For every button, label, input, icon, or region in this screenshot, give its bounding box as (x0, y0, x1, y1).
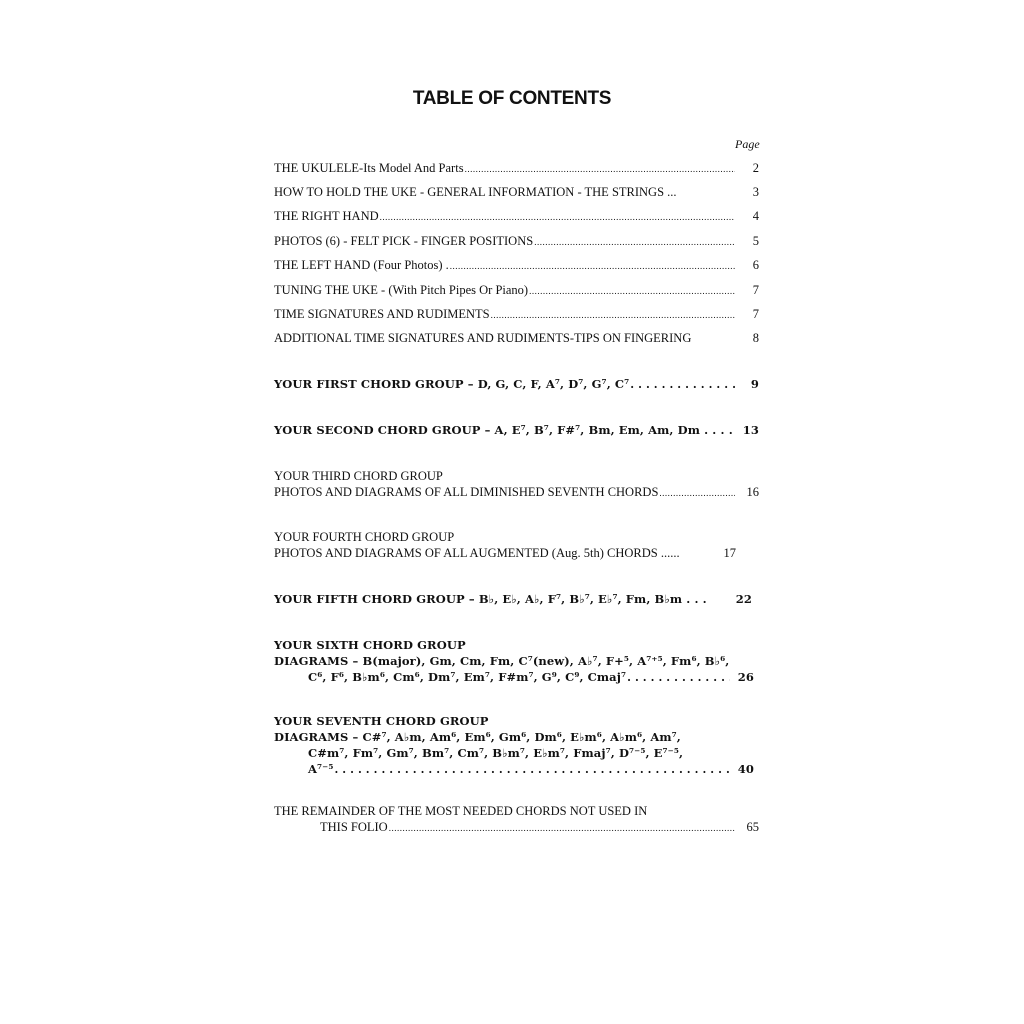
group-label: YOUR FIFTH CHORD GROUP – (274, 592, 479, 606)
toc-entry-page: 7 (752, 283, 759, 297)
dot-leader (659, 485, 735, 501)
toc-entry-title: ADDITIONAL TIME SIGNATURES AND RUDIMENTS-TIPS ON FINGERING (274, 331, 692, 345)
toc-entry-page: 9 (750, 377, 759, 391)
dot-leader (534, 234, 735, 250)
group-chords-line: A⁷⁻⁵ (308, 762, 334, 776)
toc-entry-page: 2 (752, 161, 759, 175)
dot-leader (491, 307, 735, 323)
toc-entry (274, 184, 759, 201)
page-column-header: Page (735, 137, 760, 151)
group-chords-line: DIAGRAMS – B(major), Gm, Cm, Fm, C⁷(new), A♭⁷, F+⁵, A⁷⁺⁵, Fm⁶, B♭⁶, (274, 654, 730, 668)
dot-leader (465, 161, 735, 177)
toc-chord-group-fourth (274, 529, 736, 562)
toc-entry-page: 16 (746, 485, 759, 499)
toc-entry (274, 160, 759, 177)
dot-leader (450, 258, 735, 274)
group-heading: YOUR THIRD CHORD GROUP (274, 469, 443, 483)
toc-entry-page: 5 (752, 234, 759, 248)
group-chords-line: DIAGRAMS – C#⁷, A♭m, Am⁶, Em⁶, Gm⁶, Dm⁶, E♭m⁶, A♭m⁶, Am⁷, (274, 730, 681, 744)
toc-entry-page: 7 (752, 307, 759, 321)
group-heading: YOUR SIXTH CHORD GROUP (274, 638, 466, 652)
toc-entry-page: 22 (735, 592, 752, 606)
toc-entry-title: TIME SIGNATURES AND RUDIMENTS (274, 307, 490, 321)
toc-entry-title: HOW TO HOLD THE UKE - GENERAL INFORMATION - THE STRINGS ... (274, 185, 677, 199)
toc-entry-page: 13 (742, 423, 759, 437)
group-label: YOUR FIRST CHORD GROUP – (274, 377, 478, 391)
page-title: TABLE OF CONTENTS (412, 88, 612, 109)
group-heading: THE REMAINDER OF THE MOST NEEDED CHORDS NOT USED IN (274, 804, 648, 818)
group-description: PHOTOS AND DIAGRAMS OF ALL AUGMENTED (Aug. 5th) CHORDS ...... (274, 546, 680, 560)
toc-entry-title: PHOTOS (6) - FELT PICK - FINGER POSITIONS (274, 234, 534, 248)
toc-entry (274, 233, 759, 250)
toc-entry-remainder (274, 803, 759, 836)
toc-entry (274, 208, 759, 225)
toc-entry-page: 8 (752, 331, 759, 345)
toc-entry-title: THIS FOLIO (320, 820, 388, 834)
group-label: YOUR SECOND CHORD GROUP – (274, 423, 495, 437)
dot-leader (627, 670, 730, 686)
toc-entry-title: TUNING THE UKE - (With Pitch Pipes Or Piano) (274, 283, 529, 297)
toc-entry-page: 6 (752, 258, 759, 272)
group-chords-line: C⁶, F⁶, B♭m⁶, Cm⁶, Dm⁷, Em⁷, F#m⁷, G⁹, C⁹, Cmaj⁷ (308, 670, 627, 684)
toc-chord-group-fifth (274, 591, 752, 609)
toc-entry-page: 26 (737, 670, 754, 684)
dot-leader (334, 762, 730, 778)
group-heading: YOUR FOURTH CHORD GROUP (274, 530, 455, 544)
group-chords-line: C#m⁷, Fm⁷, Gm⁷, Bm⁷, Cm⁷, B♭m⁷, E♭m⁷, Fmaj⁷, D⁷⁻⁵, E⁷⁻⁵, (308, 746, 684, 760)
group-heading: YOUR SEVENTH CHORD GROUP (274, 714, 489, 728)
toc-entry (274, 306, 759, 323)
toc-entry-page: 17 (723, 546, 736, 560)
toc-chord-group-third (274, 468, 759, 501)
toc-chord-group-sixth (274, 637, 754, 686)
dot-leader (529, 283, 735, 299)
toc-chord-group-second (274, 422, 759, 440)
dot-leader (630, 377, 735, 393)
toc-entry (274, 257, 759, 274)
group-chords: D, G, C, F, A⁷, D⁷, G⁷, C⁷ (477, 377, 630, 391)
toc-entry-page: 4 (752, 209, 759, 223)
toc-entry-page: 40 (737, 762, 754, 776)
toc-entry-page: 65 (746, 820, 759, 834)
toc-entry-page: 3 (752, 185, 759, 199)
toc-entry (274, 282, 759, 299)
toc-entry-title: THE LEFT HAND (Four Photos) . (274, 258, 449, 272)
toc-chord-group-first (274, 376, 759, 393)
toc-entry-title: THE RIGHT HAND (274, 209, 379, 223)
dot-leader (380, 209, 735, 225)
group-description: PHOTOS AND DIAGRAMS OF ALL DIMINISHED SEVENTH CHORDS (274, 485, 659, 499)
toc-chord-group-seventh (274, 713, 754, 778)
group-chords: B♭, E♭, A♭, F⁷, B♭⁷, E♭⁷, Fm, B♭m . . . (478, 592, 707, 606)
dot-leader (389, 820, 735, 836)
toc-entry-title: THE UKULELE-Its Model And Parts (274, 161, 464, 175)
group-chords: A, E⁷, B⁷, F#⁷, Bm, Em, Am, Dm . . . . (494, 423, 733, 437)
toc-entry (274, 330, 759, 347)
